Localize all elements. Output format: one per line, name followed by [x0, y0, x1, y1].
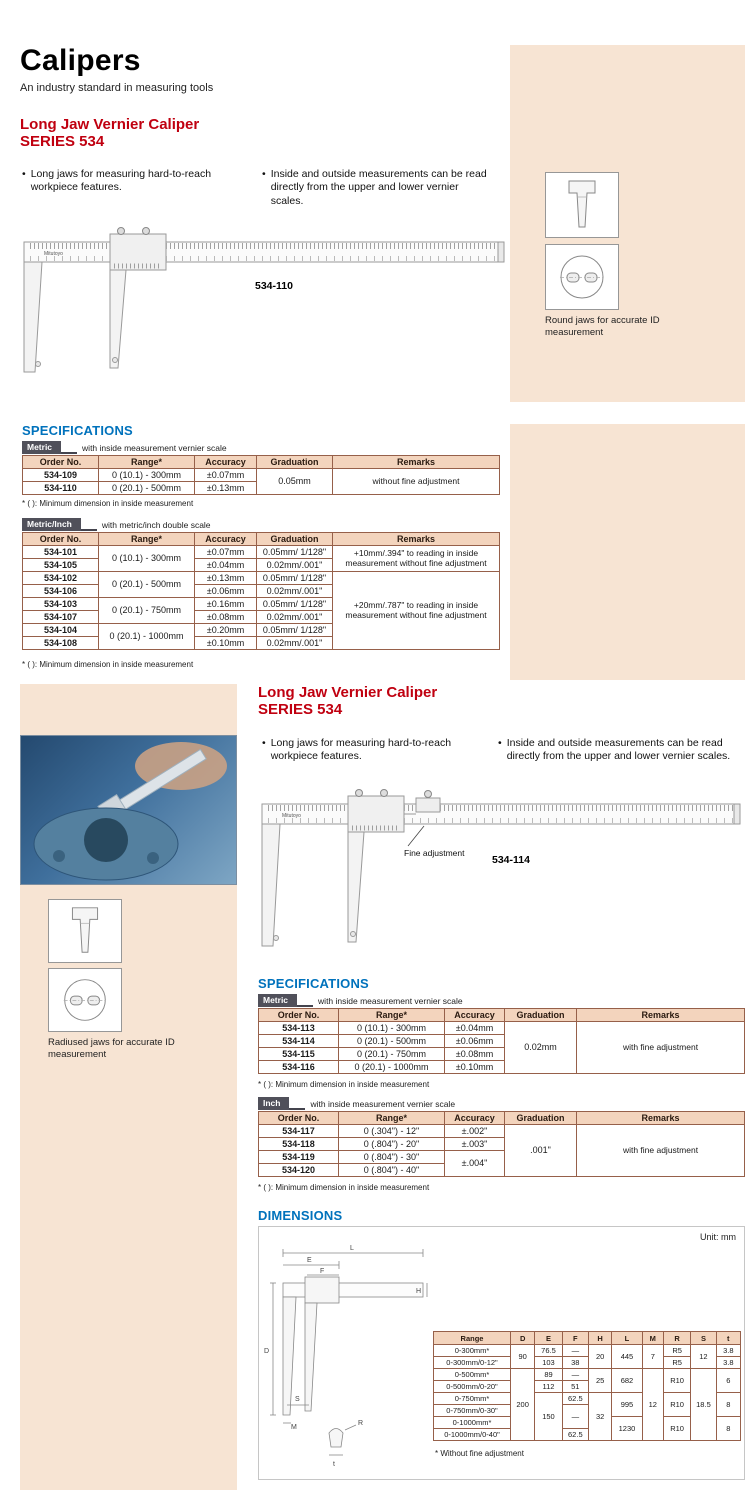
remarks-cell: +10mm/.394" to reading in inside measurement without fine adjustment [333, 546, 500, 572]
col-header-remarks: Remarks [577, 1112, 745, 1125]
section1-heading-line1: Long Jaw Vernier Caliper [20, 116, 200, 133]
dim-label-m: M [291, 1424, 297, 1431]
dim-label-t: t [333, 1461, 335, 1468]
metric-tab-note: with inside measurement vernier scale [318, 996, 463, 1007]
range-cell: 0 (20.1) - 500mm [99, 572, 195, 598]
metric-tab-row [22, 441, 302, 454]
specifications-heading-2: SPECIFICATIONS [258, 976, 369, 991]
radiused-jaw-diagram [48, 968, 122, 1032]
cell: 76.5 [535, 1345, 562, 1357]
col-header-range: Range* [99, 456, 195, 469]
order-no-cell: 534-113 [259, 1022, 339, 1035]
dimensions-table [433, 1331, 741, 1441]
section1-bullet-2 [262, 168, 488, 208]
cell: 51 [562, 1381, 588, 1393]
range-cell: 0 (20.1) - 500mm [339, 1035, 445, 1048]
cell: 200 [511, 1369, 535, 1441]
cell: 103 [535, 1357, 562, 1369]
col-header-remarks: Remarks [333, 456, 500, 469]
side-panel-3 [20, 684, 237, 1490]
range-cell: 0 (20.1) - 1000mm [339, 1061, 445, 1074]
col-header: L [612, 1332, 642, 1345]
col-header: E [535, 1332, 562, 1345]
bullet-marker: • [498, 737, 502, 749]
order-no-cell: 534-108 [23, 637, 99, 650]
range-cell: 0-300mm/0-12" [434, 1357, 511, 1369]
range-cell: 0 (10.1) - 300mm [99, 469, 195, 482]
cell: 3.8 [716, 1345, 740, 1357]
range-cell: 0-750mm/0-30" [434, 1405, 511, 1417]
graduation-cell: 0.02mm/.001" [257, 611, 333, 624]
cell: — [562, 1369, 588, 1381]
order-no-cell: 534-117 [259, 1125, 339, 1138]
order-no-cell: 534-120 [259, 1164, 339, 1177]
footnote: * ( ): Minimum dimension in inside measurement [258, 1183, 430, 1192]
cell: 89 [535, 1369, 562, 1381]
table-row [259, 1022, 745, 1035]
cell: 32 [588, 1393, 611, 1441]
cell: R5 [663, 1345, 690, 1357]
table-row [259, 1125, 745, 1138]
range-cell: 0 (20.1) - 1000mm [99, 624, 195, 650]
cell: 62.5 [562, 1429, 588, 1441]
tab-underline [297, 1004, 313, 1007]
col-header-order: Order No. [259, 1009, 339, 1022]
fine-adjustment-label: Fine adjustment [404, 848, 465, 858]
header-row [434, 1332, 741, 1345]
bullet-marker: • [262, 168, 266, 180]
accuracy-cell: ±0.06mm [195, 585, 257, 598]
round-jaw-drawing [547, 247, 617, 307]
cell: 25 [588, 1369, 611, 1393]
remarks-cell: +20mm/.787" to reading in inside measurement without fine adjustment [333, 572, 500, 650]
order-no-cell: 534-106 [23, 585, 99, 598]
section2-bullet-1 [262, 737, 484, 764]
range-cell: 0 (20.1) - 750mm [339, 1048, 445, 1061]
graduation-cell: 0.02mm/.001" [257, 559, 333, 572]
table-row [23, 572, 500, 585]
dimensions-figure [258, 1226, 745, 1480]
dimensions-footnote: * Without fine adjustment [435, 1449, 524, 1458]
col-header: R [663, 1332, 690, 1345]
bullet-marker: • [22, 168, 26, 180]
jaw-profile-drawing [50, 902, 120, 960]
graduation-cell: 0.05mm/ 1/128" [257, 546, 333, 559]
col-header-accuracy: Accuracy [445, 1112, 505, 1125]
dim-label-l: L [350, 1245, 354, 1252]
inch-tab-row [258, 1097, 548, 1110]
jaw-profile-diagram [48, 899, 122, 963]
col-header-range: Range* [99, 533, 195, 546]
caliper-technical-drawing [256, 784, 746, 969]
header-row [23, 533, 500, 546]
accuracy-cell: ±.003" [445, 1138, 505, 1151]
metric-inch-tab-note: with metric/inch double scale [101, 520, 211, 531]
accuracy-cell: ±0.08mm [445, 1048, 505, 1061]
metric-inch-tab: Metric/Inch [22, 518, 81, 531]
bullet-marker: • [262, 737, 266, 749]
header-row [23, 456, 500, 469]
cell: R5 [663, 1357, 690, 1369]
order-no-cell: 534-102 [23, 572, 99, 585]
accuracy-cell: ±0.13mm [195, 572, 257, 585]
table-row [23, 546, 500, 559]
table-row [434, 1369, 741, 1381]
cell: 12 [642, 1369, 663, 1441]
col-header: H [588, 1332, 611, 1345]
range-cell: 0-1000mm/0-40" [434, 1429, 511, 1441]
accuracy-cell: ±0.10mm [445, 1061, 505, 1074]
cell: 8 [716, 1393, 740, 1417]
graduation-cell: 0.05mm/ 1/128" [257, 572, 333, 585]
page-title: Calipers [20, 44, 141, 77]
remarks-cell: with fine adjustment [577, 1022, 745, 1074]
jaw-profile-diagram [545, 172, 619, 238]
accuracy-cell: ±0.04mm [195, 559, 257, 572]
order-no-cell: 534-114 [259, 1035, 339, 1048]
range-cell: 0-1000mm* [434, 1417, 511, 1429]
graduation-cell: 0.02mm/.001" [257, 585, 333, 598]
range-cell: 0-500mm/0-20" [434, 1381, 511, 1393]
dimension-drawing [263, 1237, 431, 1475]
col-header-order: Order No. [23, 533, 99, 546]
accuracy-cell: ±0.08mm [195, 611, 257, 624]
caliper-technical-drawing [18, 222, 510, 394]
range-cell: 0 (10.1) - 300mm [99, 546, 195, 572]
col-header: M [642, 1332, 663, 1345]
bullet-text: Inside and outside measurements can be read directly from the upper and lower vernier scales. [270, 168, 487, 207]
cell: R10 [663, 1393, 690, 1417]
section2-bullet-2 [498, 737, 740, 764]
radiused-jaw-drawing [50, 971, 120, 1029]
side-panel-1 [510, 45, 745, 402]
col-header-accuracy: Accuracy [195, 533, 257, 546]
metric-inch-tab-row [22, 518, 302, 531]
order-no-cell: 534-116 [259, 1061, 339, 1074]
graduation-cell: .001" [505, 1125, 577, 1177]
accuracy-cell: ±0.07mm [195, 469, 257, 482]
cell: — [562, 1345, 588, 1357]
cell: 995 [612, 1393, 642, 1417]
dim-label-f: F [320, 1268, 325, 1275]
order-no-cell: 534-118 [259, 1138, 339, 1151]
section1-heading-line2: SERIES 534 [20, 133, 105, 151]
spec-table-metric-inch [22, 532, 500, 650]
cell: 150 [535, 1393, 562, 1441]
bullet-text: Long jaws for measuring hard-to-reach workpiece features. [30, 168, 212, 194]
caliper-drawing-534-110 [18, 222, 510, 394]
col-header-order: Order No. [23, 456, 99, 469]
order-no-cell: 534-109 [23, 469, 99, 482]
unit-label: Unit: mm [700, 1232, 736, 1242]
range-cell: 0 (20.1) - 500mm [99, 482, 195, 495]
graduation-cell: 0.05mm [257, 469, 333, 495]
range-cell: 0-500mm* [434, 1369, 511, 1381]
dim-label-s: S [295, 1396, 300, 1403]
section1-bullet-1 [22, 168, 230, 195]
specifications-heading-1: SPECIFICATIONS [22, 423, 133, 438]
range-cell: 0 (.804") - 20" [339, 1138, 445, 1151]
metric-tab-note: with inside measurement vernier scale [82, 443, 227, 454]
col-header-graduation: Graduation [257, 533, 333, 546]
cell: 1230 [612, 1417, 642, 1441]
cell: 112 [535, 1381, 562, 1393]
graduation-cell: 0.02mm [505, 1022, 577, 1074]
section2-heading-line1: Long Jaw Vernier Caliper [258, 684, 438, 701]
section2-heading [258, 684, 437, 719]
accuracy-cell: ±0.16mm [195, 598, 257, 611]
spec-table-inch [258, 1111, 745, 1177]
accuracy-cell: ±0.10mm [195, 637, 257, 650]
spec-table-metric-2 [258, 1008, 745, 1074]
spec-table-metric-1 [22, 455, 500, 495]
round-jaw-diagram [545, 244, 619, 310]
cell: 445 [612, 1345, 642, 1369]
accuracy-cell: ±0.06mm [445, 1035, 505, 1048]
order-no-cell: 534-101 [23, 546, 99, 559]
range-cell: 0 (10.1) - 300mm [339, 1022, 445, 1035]
tab-underline [81, 528, 97, 531]
dim-label-r: R [358, 1420, 364, 1427]
col-header-range: Range* [339, 1112, 445, 1125]
range-cell: 0 (20.1) - 750mm [99, 598, 195, 624]
graduation-cell: 0.02mm/.001" [257, 637, 333, 650]
bullet-text: Inside and outside measurements can be read directly from the upper and lower vernier scales. [506, 737, 731, 763]
cell: R10 [663, 1369, 690, 1393]
cell: 682 [612, 1369, 642, 1393]
inch-tab-note: with inside measurement vernier scale [310, 1099, 456, 1110]
brand-text: Mitutoyo [44, 251, 63, 257]
order-no-cell: 534-105 [23, 559, 99, 572]
cell: — [562, 1405, 588, 1429]
brand-text: Mitutoyo [282, 813, 301, 819]
tab-underline [61, 451, 77, 454]
cell: 20 [588, 1345, 611, 1369]
dimensions-heading: DIMENSIONS [258, 1208, 343, 1223]
cell: 6 [716, 1369, 740, 1393]
col-header-graduation: Graduation [257, 456, 333, 469]
order-no-cell: 534-110 [23, 482, 99, 495]
cell: 3.8 [716, 1357, 740, 1369]
remarks-cell: without fine adjustment [333, 469, 500, 495]
col-header-accuracy: Accuracy [195, 456, 257, 469]
header-row [259, 1112, 745, 1125]
cell: 18.5 [691, 1369, 716, 1441]
col-header: t [716, 1332, 740, 1345]
col-header: F [562, 1332, 588, 1345]
col-header: D [511, 1332, 535, 1345]
application-photo [20, 735, 237, 885]
application-photo-graphic [21, 736, 237, 885]
tab-underline [289, 1107, 305, 1110]
col-header-graduation: Graduation [505, 1009, 577, 1022]
col-header-remarks: Remarks [577, 1009, 745, 1022]
col-header-graduation: Graduation [505, 1112, 577, 1125]
section2-heading-line2: SERIES 534 [258, 701, 343, 719]
side-panel-caption: Radiused jaws for accurate ID measurement [48, 1037, 175, 1060]
range-cell: 0 (.804") - 40" [339, 1164, 445, 1177]
metric-tab: Metric [22, 441, 61, 454]
col-header-accuracy: Accuracy [445, 1009, 505, 1022]
dim-label-h: H [415, 1288, 421, 1295]
order-no-cell: 534-115 [259, 1048, 339, 1061]
footnote: * ( ): Minimum dimension in inside measurement [22, 499, 194, 508]
metric-tab-row-2 [258, 994, 548, 1007]
accuracy-cell: ±0.20mm [195, 624, 257, 637]
footnote: * ( ): Minimum dimension in inside measurement [22, 660, 194, 669]
remarks-cell: with fine adjustment [577, 1125, 745, 1177]
order-no-cell: 534-107 [23, 611, 99, 624]
cell: 90 [511, 1345, 535, 1369]
accuracy-cell: ±.002" [445, 1125, 505, 1138]
col-header-range: Range* [339, 1009, 445, 1022]
page-subtitle: An industry standard in measuring tools [20, 82, 214, 94]
range-cell: 0 (.304") - 12" [339, 1125, 445, 1138]
dim-label-e: E [307, 1257, 312, 1264]
accuracy-cell: ±.004" [445, 1151, 505, 1177]
range-cell: 0 (.804") - 30" [339, 1151, 445, 1164]
accuracy-cell: ±0.04mm [445, 1022, 505, 1035]
cell: R10 [663, 1417, 690, 1441]
side-panel-2 [510, 424, 745, 680]
bullet-text: Long jaws for measuring hard-to-reach workpiece features. [270, 737, 452, 763]
inch-tab: Inch [258, 1097, 289, 1110]
metric-tab: Metric [258, 994, 297, 1007]
order-no-cell: 534-103 [23, 598, 99, 611]
cell: 12 [691, 1345, 716, 1369]
cell: 7 [642, 1345, 663, 1369]
col-header: S [691, 1332, 716, 1345]
table-row [23, 469, 500, 482]
cell: 62.5 [562, 1393, 588, 1405]
order-no-cell: 534-104 [23, 624, 99, 637]
section1-heading [20, 116, 199, 151]
footnote: * ( ): Minimum dimension in inside measurement [258, 1080, 430, 1089]
col-header-order: Order No. [259, 1112, 339, 1125]
dim-label-d: D [264, 1348, 270, 1355]
range-cell: 0-300mm* [434, 1345, 511, 1357]
accuracy-cell: ±0.07mm [195, 546, 257, 559]
product-number-label: 534-114 [492, 854, 530, 866]
col-header-remarks: Remarks [333, 533, 500, 546]
graduation-cell: 0.05mm/ 1/128" [257, 598, 333, 611]
table-row [434, 1345, 741, 1357]
col-header: Range [434, 1332, 511, 1345]
graduation-cell: 0.05mm/ 1/128" [257, 624, 333, 637]
product-number-label: 534-110 [255, 280, 293, 292]
cell: 8 [716, 1417, 740, 1441]
caliper-drawing-534-114 [256, 784, 746, 969]
range-cell: 0-750mm* [434, 1393, 511, 1405]
header-row [259, 1009, 745, 1022]
accuracy-cell: ±0.13mm [195, 482, 257, 495]
order-no-cell: 534-119 [259, 1151, 339, 1164]
cell: 38 [562, 1357, 588, 1369]
jaw-profile-drawing [547, 175, 617, 235]
side-panel-caption: Round jaws for accurate ID measurement [545, 315, 660, 338]
